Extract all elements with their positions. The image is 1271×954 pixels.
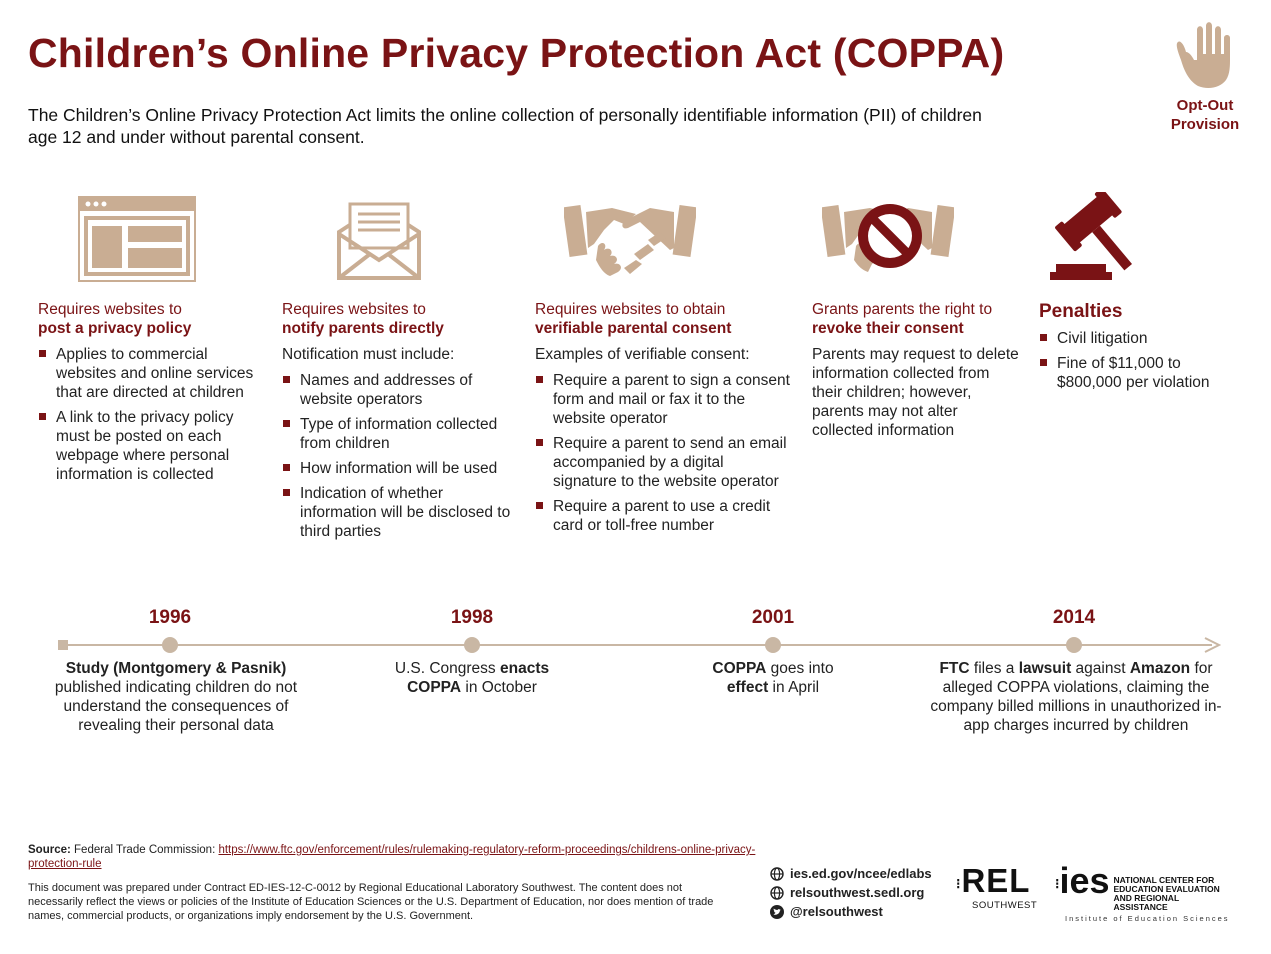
- rel-logo-sub: SOUTHWEST: [972, 900, 1038, 912]
- timeline-start-marker: [58, 640, 68, 650]
- column-heading: Requires websites to obtain: [535, 301, 726, 318]
- timeline-event-text: in October: [461, 679, 537, 696]
- globe-icon: [770, 886, 784, 900]
- ies-logo-center: NATIONAL CENTER FOR EDUCATION EVALUATION AND REGIONAL ASSISTANCE: [1113, 875, 1220, 912]
- timeline-event-emphasis: enacts COPPA: [407, 660, 550, 696]
- contact-text: ies.ed.gov/ncee/edlabs: [790, 866, 932, 881]
- handshake-icon: [564, 198, 696, 278]
- column-heading: Grants parents the right to: [812, 301, 993, 318]
- timeline-event-emphasis: Amazon: [1129, 660, 1191, 677]
- list-item: Require a parent to use a credit card or toll-free number: [535, 497, 791, 535]
- contact-website-rel[interactable]: [770, 883, 932, 902]
- timeline-event: [382, 659, 562, 697]
- timeline-dot: [1066, 637, 1082, 653]
- optout-label-line1: Opt-Out: [1176, 97, 1234, 114]
- contact-twitter[interactable]: [770, 902, 932, 921]
- rel-logo-main: REL: [961, 862, 1031, 899]
- contact-list: [770, 864, 932, 921]
- timeline-event-text: for alleged COPPA violations, claiming the company billed millions in unauthorized in-app charges incurred by children: [930, 660, 1222, 734]
- arrow-right-icon: [1203, 637, 1221, 653]
- list-item: Civil litigation: [1039, 329, 1219, 348]
- list-item: Require a parent to send an email accompanied by a digital signature to the website operator: [535, 434, 791, 491]
- column-intro: Examples of verifiable consent:: [535, 346, 750, 363]
- rel-southwest-logo: ⁝REL SOUTHWEST: [956, 862, 1038, 912]
- source-label: Source:: [28, 844, 71, 856]
- bullet-list: [535, 371, 791, 535]
- column-subheading: notify parents directly: [282, 320, 444, 337]
- intro-text: The Children’s Online Privacy Protection Act limits the online collection of personally identifiable information (PII) of children age 12 and under without parental consent.: [28, 105, 982, 147]
- column-heading: Requires websites to: [38, 301, 182, 318]
- list-item: Type of information collected from children: [282, 415, 514, 453]
- contact-text: relsouthwest.sedl.org: [790, 885, 925, 900]
- optout-badge: [1160, 22, 1250, 134]
- raised-hand-icon: [1174, 22, 1236, 90]
- ies-logo: ⁝ies NATIONAL CENTER FOR EDUCATION EVALUATION AND REGIONAL ASSISTANCE Institute of Education Sciences: [1055, 864, 1245, 923]
- disclaimer-text: This document was prepared under Contract ED-IES-12-C-0012 by Regional Educational Laboratory Southwest. The content does not necessarily reflect the views or policies of the Institute of Education Sciences or the U.S. Department of Education, nor does mention of trade names, commercial products, or organizations imply endorsement by the U.S. Government.: [28, 882, 714, 922]
- webpage-icon: [78, 196, 196, 282]
- timeline-event: [693, 659, 853, 697]
- column-subheading: verifiable parental consent: [535, 320, 732, 337]
- globe-icon: [770, 867, 784, 881]
- timeline-event-emphasis: COPPA: [712, 660, 767, 677]
- timeline-year: 1996: [148, 607, 192, 628]
- timeline-line: [62, 644, 1212, 646]
- column-intro: Notification must include:: [282, 346, 455, 363]
- timeline-event-text: U.S. Congress: [394, 660, 500, 677]
- column-privacy-policy: [38, 300, 266, 490]
- bullet-list: [282, 371, 514, 541]
- timeline-event: [920, 659, 1232, 735]
- timeline-event-emphasis: effect: [726, 679, 769, 696]
- list-item: Indication of whether information will be disclosed to third parties: [282, 484, 514, 541]
- list-item: Names and addresses of website operators: [282, 371, 514, 409]
- timeline-event-text: in April: [768, 679, 820, 696]
- list-item: Applies to commercial websites and online services that are directed at children: [38, 345, 266, 402]
- column-subheading: revoke their consent: [812, 320, 964, 337]
- list-item: How information will be used: [282, 459, 514, 478]
- timeline-event-text: published indicating children do not understand the consequences of revealing their personal data: [54, 679, 298, 734]
- timeline-dot: [162, 637, 178, 653]
- timeline-event-emphasis: FTC: [939, 660, 970, 677]
- timeline-year: 1998: [450, 607, 494, 628]
- envelope-icon: [336, 198, 422, 282]
- timeline-dot: [765, 637, 781, 653]
- timeline-year: 2001: [751, 607, 795, 628]
- list-item: Require a parent to sign a consent form and mail or fax it to the website operator: [535, 371, 791, 428]
- gavel-icon: [1046, 192, 1142, 282]
- timeline-event: [50, 659, 302, 735]
- list-item: A link to the privacy policy must be posted on each webpage where personal information is collected: [38, 408, 266, 484]
- source-citation: [28, 843, 758, 871]
- column-parental-consent: [535, 300, 791, 541]
- column-subheading: post a privacy policy: [38, 320, 192, 337]
- column-heading: Requires websites to: [282, 301, 426, 318]
- source-text: Federal Trade Commission:: [70, 844, 219, 856]
- timeline-dot: [464, 637, 480, 653]
- contact-website-ies[interactable]: [770, 864, 932, 883]
- timeline-event-text: files a: [969, 660, 1019, 677]
- twitter-icon: [770, 905, 784, 919]
- timeline-year: 2014: [1052, 607, 1096, 628]
- bullet-list: [1039, 329, 1219, 392]
- contact-text: @relsouthwest: [790, 904, 883, 919]
- timeline-event-text: goes into: [766, 660, 834, 677]
- column-notify-parents: [282, 300, 514, 547]
- bullet-list: [38, 345, 266, 484]
- column-penalties: [1039, 300, 1219, 398]
- column-revoke-consent: [812, 300, 1022, 440]
- column-heading: Penalties: [1039, 301, 1123, 322]
- handshake-prohibited-icon: [822, 196, 954, 280]
- ies-logo-main: ies: [1059, 860, 1110, 901]
- page-title: Children’s Online Privacy Protection Act (COPPA): [28, 30, 1005, 76]
- list-item: Fine of $11,000 to $800,000 per violation: [1039, 354, 1219, 392]
- column-paragraph: Parents may request to delete information collected from their children; however, parents may not alter collected information: [812, 346, 1019, 439]
- ies-logo-sub: Institute of Education Sciences: [1065, 914, 1230, 923]
- timeline-event-emphasis: Study (Montgomery & Pasnik): [65, 660, 287, 677]
- source-link[interactable]: https://www.ftc.gov/enforcement/rules/rulemaking-regulatory-reform-proceedings/childrens-online-privacy-protection-rule: [28, 844, 756, 870]
- timeline-event-emphasis: lawsuit: [1018, 660, 1072, 677]
- optout-label-line2: Provision: [1170, 116, 1240, 133]
- timeline-event-text: against: [1071, 660, 1130, 677]
